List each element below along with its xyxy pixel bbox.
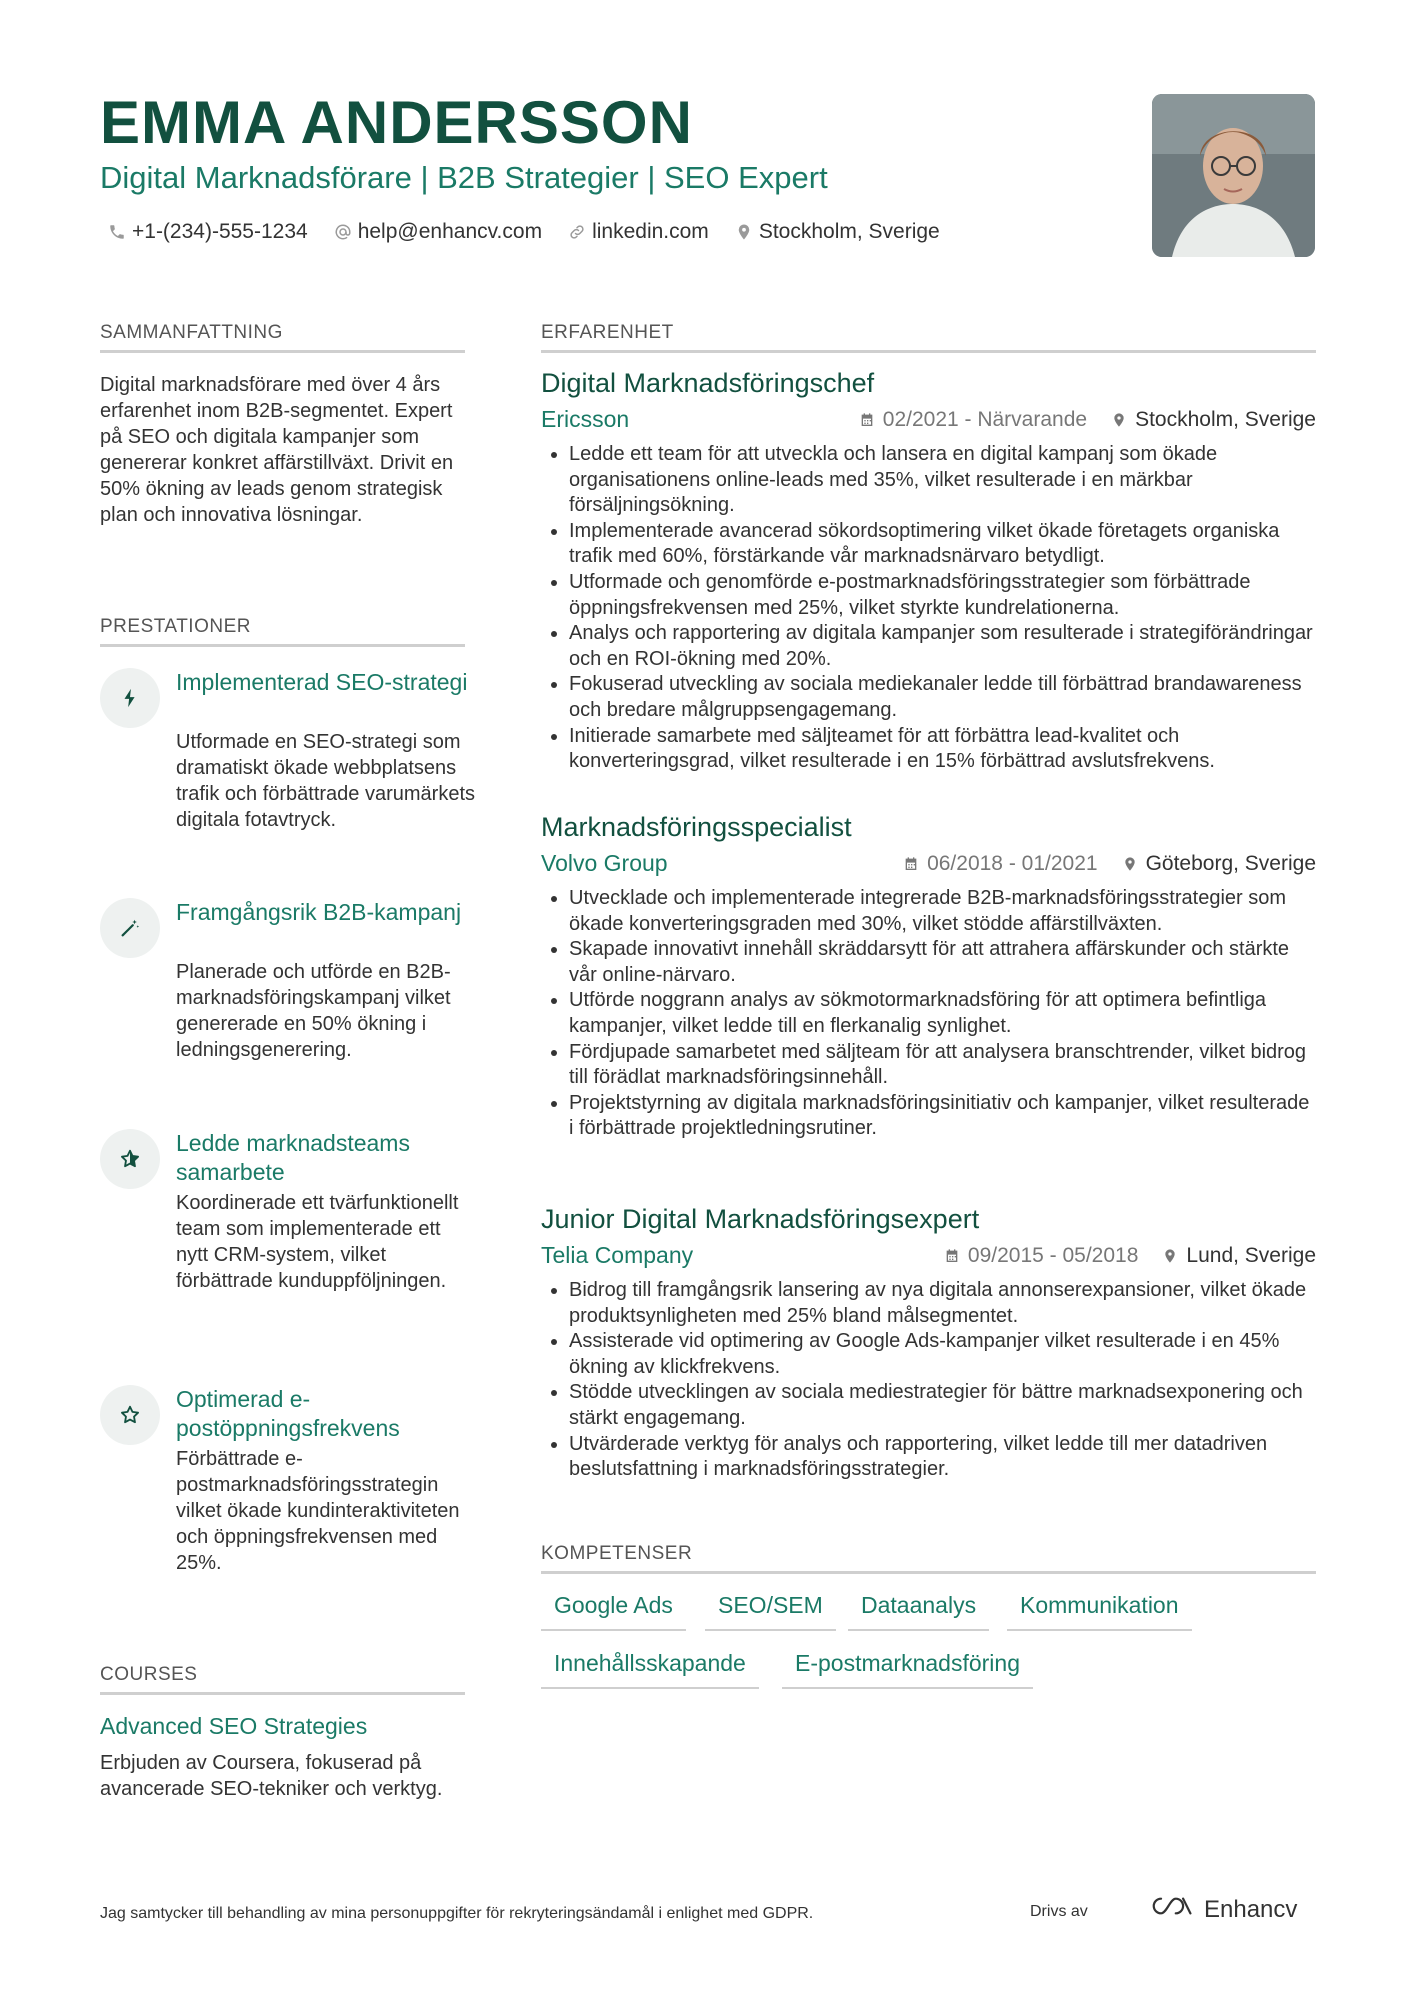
job-bullet: • Implementerade avancerad sökordsoptimering vilket ökade företagets organiska trafik med 60%, förstärkande vår marknadsnärvaro betydligt.: [569, 519, 1316, 570]
contact-email[interactable]: [334, 220, 542, 244]
star-icon: [100, 1385, 160, 1445]
skill-tag: E-postmarknadsföring: [782, 1650, 1033, 1689]
course-title: Advanced SEO Strategies: [100, 1713, 368, 1739]
calendar-icon: [944, 1247, 960, 1265]
phone-text: +1-(234)-555-1234: [132, 220, 308, 243]
linkedin-text: linkedin.com: [592, 220, 709, 243]
courses-heading: COURSES: [100, 1664, 465, 1695]
gdpr-consent: Jag samtycker till behandling av mina personuppgifter för rekryteringsändamål i enlighet med GDPR.: [100, 1905, 814, 1922]
job-bullets: [541, 886, 1316, 1142]
contact-location: [735, 220, 940, 244]
job-meta: [903, 852, 1316, 876]
job-company: Ericsson: [541, 406, 630, 432]
job-location: Göteborg, Sverige: [1145, 852, 1316, 875]
course-desc: Erbjuden av Coursera, fokuserad på avancerade SEO-tekniker och verktyg.: [100, 1752, 443, 1800]
job-bullet: • Fördjupade samarbetet med säljteam för att analysera branschtrender, vilket bidrog till förädlat marknadsföringsinnehåll.: [569, 1040, 1316, 1091]
job-bullets: [541, 442, 1316, 775]
location-pin-icon: [1162, 1247, 1178, 1265]
achievement-desc: Planerade och utförde en B2B-marknadsföringskampanj vilket genererade en 50% ökning i ledningsgenerering.: [176, 961, 451, 1061]
job-bullet: • Projektstyrning av digitala marknadsföringsinitiativ och kampanjer, vilket resulterade i förbättrade projektledningsrutiner.: [569, 1091, 1316, 1142]
bolt-icon: [100, 668, 160, 728]
skill-tag: Innehållsskapande: [541, 1650, 759, 1689]
infinity-logo-icon: [1150, 1895, 1196, 1924]
summary-heading: SAMMANFATTNING: [100, 322, 465, 353]
job-meta: [944, 1244, 1316, 1268]
calendar-icon: [859, 411, 875, 429]
achievement-title: Framgångsrik B2B-kampanj: [176, 899, 462, 925]
skill-tag: Google Ads: [541, 1592, 686, 1631]
location-text: Stockholm, Sverige: [758, 220, 940, 243]
job-bullet: • Initierade samarbete med säljteamet för att förbättra lead-kvalitet och konverteringsgrad, vilket resulterade i en 15% förbättrad avslutsfrekvens.: [569, 724, 1316, 775]
email-text: help@enhancv.com: [357, 220, 543, 243]
job-bullet: • Skapade innovativt innehåll skräddarsytt för att attrahera affärskunder och stärkte vår online-närvaro.: [569, 937, 1316, 988]
job-bullet: • Utförde noggrann analys av sökmotormarknadsföring för att optimera befintliga kampanjer, vilket ledde till en flerkanalig synlighet.: [569, 988, 1316, 1039]
job-company: Telia Company: [541, 1242, 694, 1268]
job-bullet: • Bidrog till framgångsrik lansering av nya digitala annonserexpansioner, vilket ökade produktsynligheten med 25% bland målsegmentet.: [569, 1278, 1316, 1329]
phone-icon: [108, 223, 126, 241]
achievement-desc: Koordinerade ett tvärfunktionellt team som implementerade ett nytt CRM-system, vilket förbättrade kunduppföljningen.: [176, 1192, 459, 1292]
job-bullet: • Stödde utvecklingen av sociala mediestrategier för bättre marknadsexponering och stärkt engagemang.: [569, 1380, 1316, 1431]
job-meta: [859, 408, 1316, 432]
job-bullet: • Utvecklade och implementerade integrerade B2B-marknadsföringsstrategier som ökade konverteringsgraden med 30%, vilket stödde affärstillväxten.: [569, 886, 1316, 937]
profile-photo: [1152, 94, 1315, 257]
job-role: Junior Digital Marknadsföringsexpert: [541, 1204, 980, 1234]
magic-wand-icon: [100, 898, 160, 958]
job-company: Volvo Group: [541, 850, 668, 876]
candidate-name: EMMA ANDERSSON: [100, 89, 693, 156]
contact-linkedin[interactable]: [568, 220, 709, 244]
location-pin-icon: [735, 223, 753, 241]
job-role: Digital Marknadsföringschef: [541, 368, 875, 398]
job-dates: 06/2018 - 01/2021: [927, 852, 1098, 875]
experience-heading: ERFARENHET: [541, 322, 1316, 353]
contact-phone: [108, 220, 308, 244]
achievement-desc: Förbättrade e-postmarknadsföringsstrategin vilket ökade kundinteraktiviteten och öppningsfrekvensen med 25%.: [176, 1448, 460, 1574]
link-icon: [568, 223, 586, 241]
job-dates: 02/2021 - Närvarande: [882, 408, 1088, 431]
location-pin-icon: [1111, 411, 1127, 429]
brand-logo[interactable]: [1150, 1895, 1297, 1924]
achievement-desc: Utformade en SEO-strategi som dramatiskt ökade webbplatsens trafik och förbättrade varumärkets digitala fotavtryck.: [176, 731, 476, 831]
summary-text: Digital marknadsförare med över 4 års erfarenhet inom B2B-segmentet. Expert på SEO och digitala kampanjer som genererar konkret affärstillväxt. Drivit en 50% ökning av leads genom strategisk plan och innovativa lösningar.: [100, 374, 454, 526]
achievement-title: Ledde marknadsteams samarbete: [176, 1130, 410, 1185]
contact-bar: [108, 220, 940, 244]
location-pin-icon: [1122, 855, 1138, 873]
skill-tag: Dataanalys: [848, 1592, 989, 1631]
achievement-title: Optimerad e-postöppningsfrekvens: [176, 1386, 400, 1441]
skill-tag: SEO/SEM: [705, 1592, 836, 1631]
skill-tag: Kommunikation: [1007, 1592, 1192, 1631]
achievement-title: Implementerad SEO-strategi: [176, 669, 468, 695]
job-bullet: • Utformade och genomförde e-postmarknadsföringsstrategier som förbättrade öppningsfrekvensen med 25%, vilket styrkte kundrelationerna.: [569, 570, 1316, 621]
powered-by-label: Drivs av: [1030, 1903, 1088, 1920]
job-location: Stockholm, Sverige: [1135, 408, 1316, 431]
job-dates: 09/2015 - 05/2018: [967, 1244, 1139, 1267]
job-bullets: [541, 1278, 1316, 1483]
achievements-heading: PRESTATIONER: [100, 616, 465, 647]
job-bullet: • Fokuserad utveckling av sociala mediekanaler ledde till förbättrad brandawareness och bredare målgruppsengagemang.: [569, 672, 1316, 723]
star-half-icon: [100, 1129, 160, 1189]
brand-name: Enhancv: [1204, 1895, 1298, 1923]
calendar-icon: [903, 855, 919, 873]
job-bullet: • Utvärderade verktyg för analys och rapportering, vilket ledde till mer datadriven beslutsfattning i marknadsföringsstrategier.: [569, 1432, 1316, 1483]
job-location: Lund, Sverige: [1186, 1244, 1316, 1267]
job-bullet: • Assisterade vid optimering av Google Ads-kampanjer vilket resulterade i en 45% ökning av klickfrekvens.: [569, 1329, 1316, 1380]
job-bullet: • Ledde ett team för att utveckla och lansera en digital kampanj som ökade organisationens online-leads med 35%, vilket resulterade i en märkbar försäljningsökning.: [569, 442, 1316, 519]
skills-heading: KOMPETENSER: [541, 1543, 1316, 1574]
job-role: Marknadsföringsspecialist: [541, 812, 852, 842]
at-icon: [334, 223, 352, 241]
headline: Digital Marknadsförare | B2B Strategier | SEO Expert: [100, 160, 828, 195]
job-bullet: • Analys och rapportering av digitala kampanjer som resulterade i strategiförändringar och en ROI-ökning med 20%.: [569, 621, 1316, 672]
